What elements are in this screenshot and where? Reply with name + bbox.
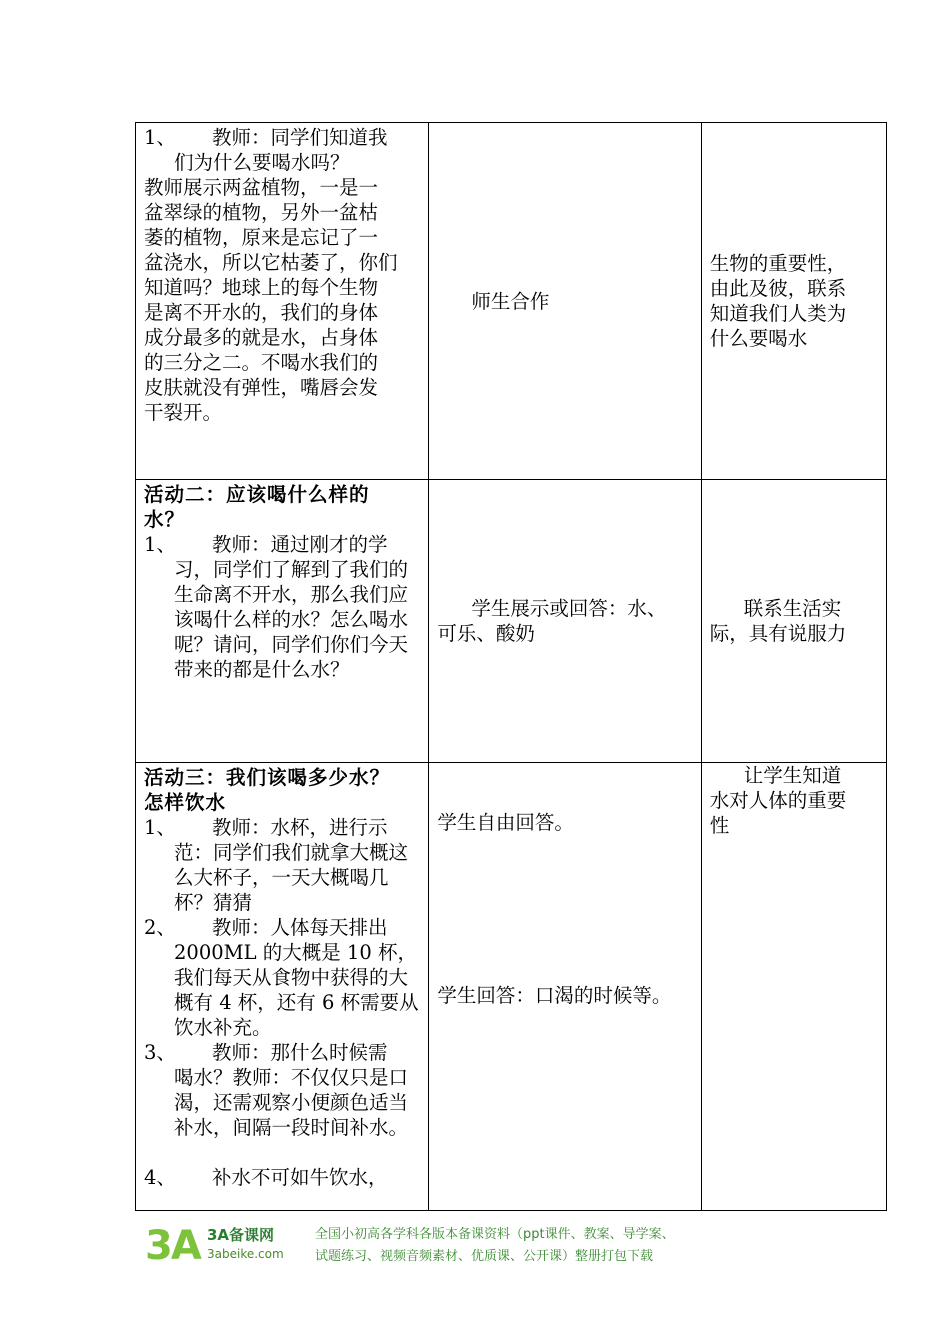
site-url: 3abeike.com: [207, 1247, 284, 1261]
lesson-plan-table: [135, 122, 887, 1211]
list-item: 1、 教师：通过刚才的学 习，同学们了解到了我们的生命离不开水，那么我们应该喝什么样的水？怎么喝水呢？请问，同学们你们今天带来的都是什么水？: [144, 533, 409, 681]
site-logo: 3A: [145, 1223, 200, 1269]
footer-banner: [145, 1222, 845, 1272]
site-name: 3A备课网: [207, 1226, 275, 1244]
table-row: [136, 763, 887, 1211]
design-intent-cell: 联系生活实 际，具有说服力: [701, 480, 886, 763]
table-row: [136, 123, 887, 480]
activity-heading: 活动二：应该喝什么样的 水？: [144, 483, 370, 531]
activity-cell: [136, 480, 429, 763]
student-activity-cell: 学生自由回答。 学生回答：口渴的时候等。: [429, 763, 701, 1211]
list-item: 3、 教师：那什么时候需 喝水？教师：不仅仅只是口渴，还需观察小便颜色适当补水，间隔一段时间补水。: [144, 1041, 409, 1139]
list-item: 4、 补水不可如牛饮水，: [144, 1166, 388, 1189]
promo-text: 全国小初高各学科各版本备课资料（ppt课件、教案、导学案、 试题练习、视频音频素材、优质课、公开课）整册打包下载: [315, 1227, 675, 1264]
list-item: 2、 教师：人体每天排出 2000ML 的大概是 10 杯，我们每天从食物中获得的大概有 4 杯，还有 6 杯需要从饮水补充。: [144, 916, 419, 1039]
paragraph: 教师展示两盆植物，一是一 盆翠绿的植物，另外一盆枯 萎的植物，原来是忘记了一 盆浇水，所以它枯萎了，你们 知道吗？地球上的每个生物 是离不开水的，我们的身体 成分最多的就是水，占身体 的三分之二。不喝水我们的 皮肤就没有弹性，嘴唇会发 干裂开。: [144, 176, 398, 424]
design-intent-cell: 生物的重要性， 由此及彼，联系 知道我们人类为 什么要喝水: [701, 123, 886, 480]
activity-heading: 活动三：我们该喝多少水？ 怎样饮水: [144, 766, 391, 814]
list-item: 1、 教师：同学们知道我 们为什么要喝水吗？: [144, 126, 388, 174]
table-row: [136, 480, 887, 763]
activity-cell: [136, 123, 429, 480]
activity-cell: [136, 763, 429, 1211]
design-intent-cell: 让学生知道 水对人体的重要 性: [701, 763, 886, 1211]
list-item: 1、 教师：水杯，进行示 范：同学们我们就拿大概这么大杯子，一天大概喝几杯？猜猜: [144, 816, 409, 914]
student-activity-cell: 学生展示或回答：水、 可乐、酸奶: [429, 480, 701, 763]
student-activity-cell: 师生合作: [429, 123, 701, 480]
